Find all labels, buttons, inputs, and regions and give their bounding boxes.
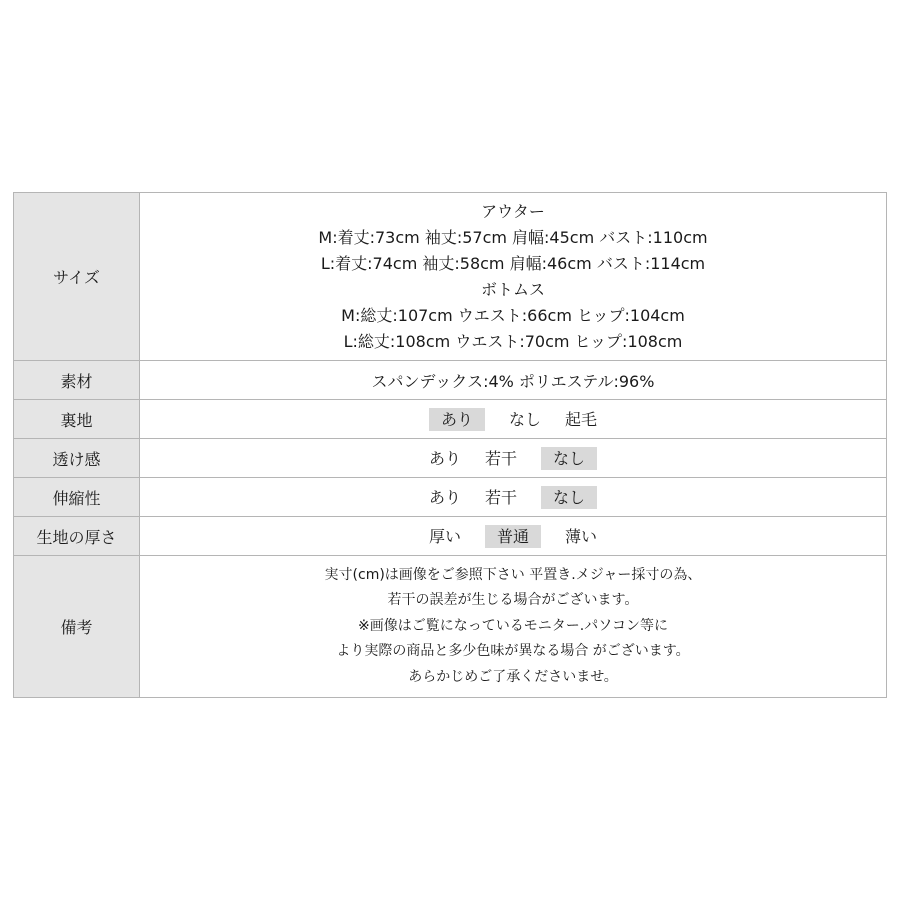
thickness-options	[140, 525, 886, 548]
lining-options	[140, 408, 886, 431]
material-label: 素材	[14, 361, 140, 400]
size-bottoms-heading: ボトムス	[480, 279, 545, 299]
stretch-label: 伸縮性	[14, 478, 140, 517]
thickness-option-normal: 普通	[485, 525, 541, 548]
lining-option-brushed: 起毛	[565, 409, 598, 429]
notes-value	[140, 556, 887, 698]
notes-row	[14, 556, 887, 698]
sheerness-options	[140, 447, 886, 470]
sheerness-row	[14, 439, 887, 478]
lining-option-no: なし	[508, 409, 541, 429]
notes-line: あらかじめご了承くださいませ。	[408, 668, 618, 685]
size-value	[140, 193, 887, 361]
size-label: サイズ	[14, 193, 140, 361]
thickness-label: 生地の厚さ	[14, 517, 140, 556]
notes-line: 若干の誤差が生じる場合がございます。	[387, 592, 639, 609]
lining-row	[14, 400, 887, 439]
notes-line: ※画像はご覧になっているモニター.パソコン等に	[358, 617, 668, 634]
notes-line: より実際の商品と多少色味が異なる場合 がございます。	[336, 643, 690, 660]
size-bottoms-l: L:総丈:108cm ウエスト:70cm ヒップ:108cm	[343, 331, 683, 351]
size-bottoms-m: M:総丈:107cm ウエスト:66cm ヒップ:104cm	[341, 305, 685, 325]
stretch-option-yes: あり	[428, 487, 461, 507]
stretch-option-slight: 若干	[485, 487, 518, 507]
thickness-option-thin: 薄い	[565, 526, 598, 546]
sheerness-option-yes: あり	[428, 448, 461, 468]
product-spec-table	[13, 192, 887, 698]
sheerness-label: 透け感	[14, 439, 140, 478]
sheerness-option-slight: 若干	[485, 448, 518, 468]
size-outer-m: M:着丈:73cm 袖丈:57cm 肩幅:45cm バスト:110cm	[318, 227, 708, 247]
notes-line: 実寸(cm)は画像をご参照下さい 平置き.メジャー採寸の為、	[324, 566, 702, 583]
lining-option-yes: あり	[429, 408, 485, 431]
sheerness-option-no: なし	[541, 447, 597, 470]
thickness-row	[14, 517, 887, 556]
material-value: スパンデックス:4% ポリエステル:96%	[140, 361, 887, 400]
size-outer-l: L:着丈:74cm 袖丈:58cm 肩幅:46cm バスト:114cm	[320, 253, 706, 273]
stretch-options	[140, 486, 886, 509]
lining-label: 裏地	[14, 400, 140, 439]
material-row	[14, 361, 887, 400]
stretch-row	[14, 478, 887, 517]
notes-label: 備考	[14, 556, 140, 698]
stretch-option-no: なし	[541, 486, 597, 509]
thickness-option-thick: 厚い	[428, 526, 461, 546]
size-row	[14, 193, 887, 361]
size-outer-heading: アウター	[481, 201, 545, 221]
